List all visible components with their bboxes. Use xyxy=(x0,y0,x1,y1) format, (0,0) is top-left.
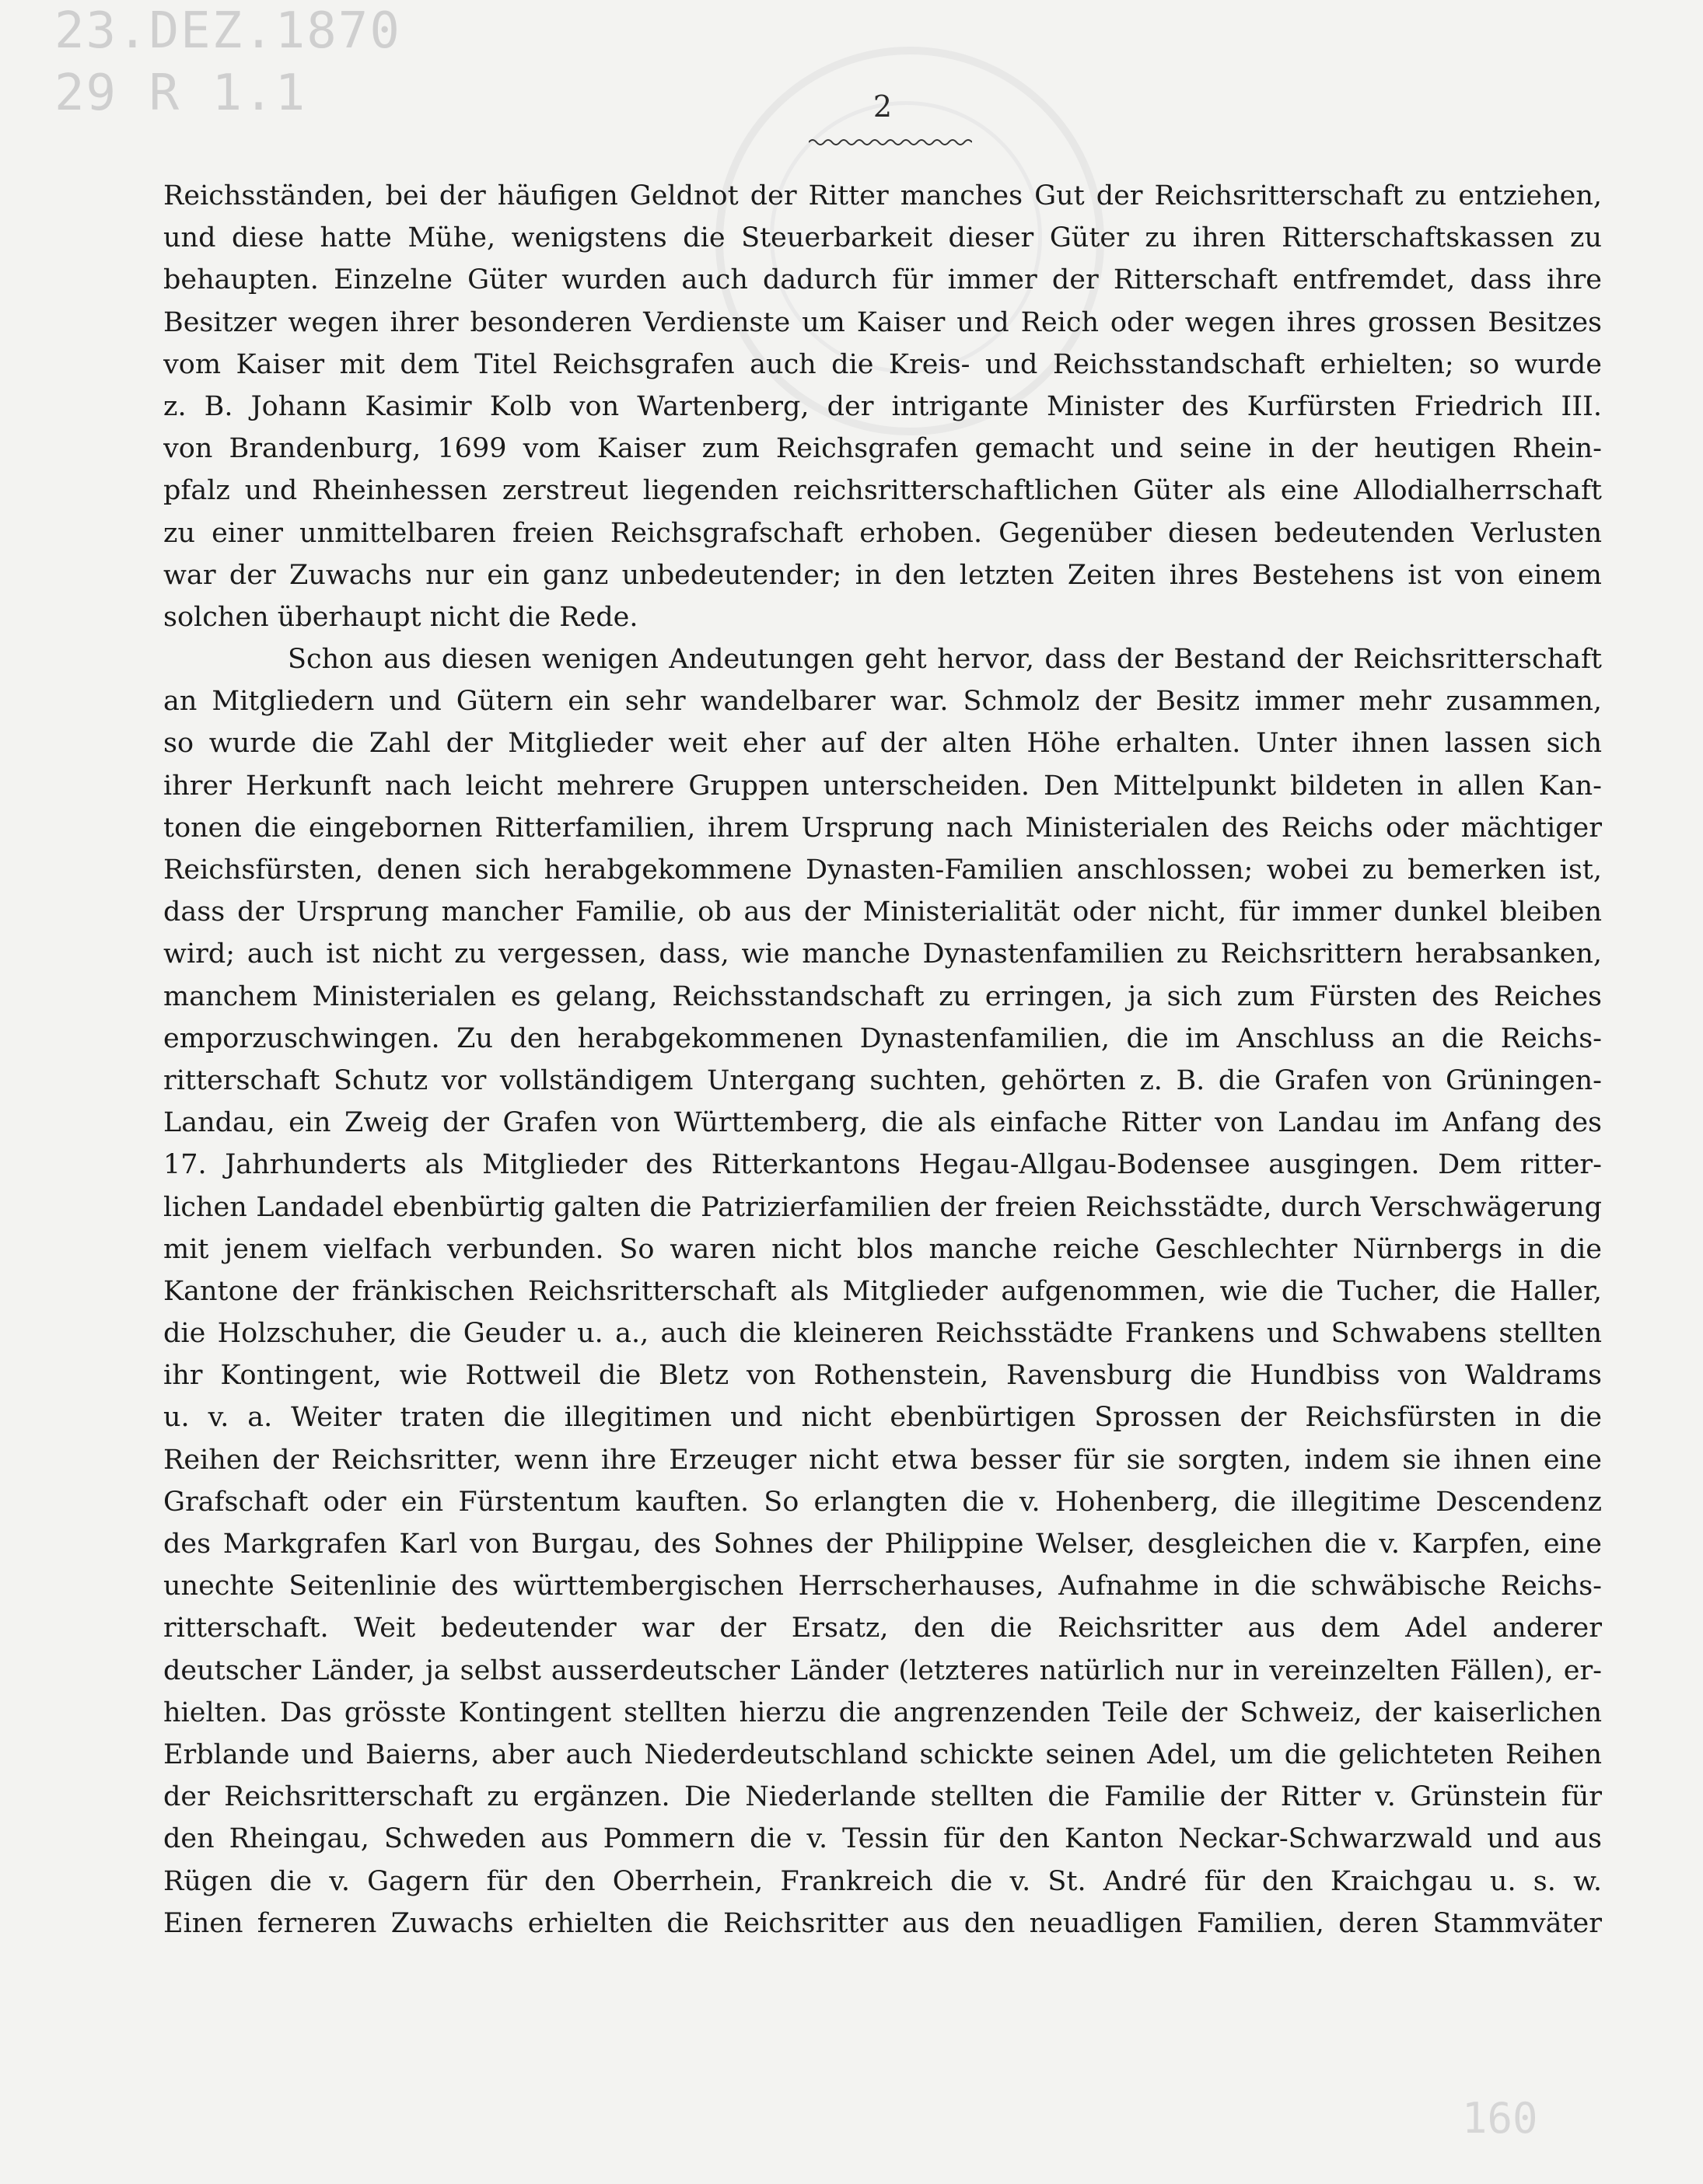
page-number: 2 xyxy=(872,89,893,124)
text-line: ritterschaft. Weit bedeutender war der Ersatz, den die Reichsritter aus dem Adel anderer xyxy=(163,1613,1602,1644)
text-line: behaupten. Einzelne Güter wurden auch dadurch für immer der Ritterschaft entfremdet, dass ihre xyxy=(163,264,1602,296)
text-line: die Holzschuher, die Geuder u. a., auch die kleineren Reichsstädte Frankens und Schwabens stellten xyxy=(163,1318,1602,1350)
text-line: und diese hatte Mühe, wenigstens die Steuerbarkeit dieser Güter zu ihren Ritterschaftskassen zu xyxy=(163,222,1602,254)
text-line: solchen überhaupt nicht die Rede. xyxy=(163,601,638,633)
text-line: tonen die eingebornen Ritterfamilien, ihrem Ursprung nach Ministerialen des Reichs oder mächtiger xyxy=(163,812,1602,844)
text-line: emporzuschwingen. Zu den herabgekommenen Dynastenfamilien, die im Anschluss an die Reichs- xyxy=(163,1022,1602,1054)
text-line: deutscher Länder, ja selbst ausserdeutscher Länder (letzteres natürlich nur in vereinzelten Fällen), er- xyxy=(163,1655,1602,1686)
text-line: manchem Ministerialen es gelang, Reichsstandschaft zu erringen, ja sich zum Fürsten des Reiches xyxy=(163,980,1602,1012)
text-line: an Mitgliedern und Gütern ein sehr wandelbarer war. Schmolz der Besitz immer mehr zusammen, xyxy=(163,686,1602,718)
text-line: u. v. a. Weiter traten die illegitimen und nicht ebenbürtigen Sprossen der Reichsfürsten in die xyxy=(163,1402,1602,1434)
stamp-line-date: 23.DEZ.1870 xyxy=(54,2,401,60)
paragraph-1 xyxy=(163,175,1602,638)
text-line: Kantone der fränkischen Reichsritterschaft als Mitglieder aufgenommen, wie die Tucher, die Haller, xyxy=(163,1275,1602,1307)
text-line: hielten. Das grösste Kontingent stellten hierzu die angrenzenden Teile der Schweiz, der kaiserlichen xyxy=(163,1697,1602,1728)
text-line: Reichsständen, bei der häufigen Geldnot der Ritter manches Gut der Reichsritterschaft zu entziehen, xyxy=(163,180,1602,211)
text-line: ihr Kontingent, wie Rottweil die Bletz von Rothenstein, Ravensburg die Hundbiss von Waldrams xyxy=(163,1360,1602,1392)
text-line: pfalz und Rheinhessen zerstreut liegenden reichsritterschaftlichen Güter als eine Allodialherrschaft xyxy=(163,475,1602,507)
text-line: Schon aus diesen wenigen Andeutungen geht hervor, dass der Bestand der Reichsritterschaft xyxy=(288,644,1602,676)
text-line: 17. Jahrhunderts als Mitglieder des Ritterkantons Hegau-Allgau-Bodensee ausgingen. Dem ritter- xyxy=(163,1149,1602,1181)
text-line: Reichsfürsten, denen sich herabgekommene Dynasten-Familien anschlossen; wobei zu bemerken ist, xyxy=(163,854,1602,886)
text-line: vom Kaiser mit dem Titel Reichsgrafen auch die Kreis- und Reichsstandschaft erhielten; so wurde xyxy=(163,348,1602,380)
body-text xyxy=(163,175,1602,1945)
library-date-stamp xyxy=(54,0,401,124)
text-line: so wurde die Zahl der Mitglieder weit eher auf der alten Höhe erhalten. Unter ihnen lassen sich xyxy=(163,728,1602,760)
text-line: lichen Landadel ebenbürtig galten die Patrizierfamilien der freien Reichsstädte, durch Verschwägerung xyxy=(163,1191,1602,1223)
stamp-line-shelfmark: 29 R 1.1 xyxy=(54,65,307,122)
text-line: war der Zuwachs nur ein ganz unbedeutender; in den letzten Zeiten ihres Bestehens ist von einem xyxy=(163,559,1602,591)
text-line: ihrer Herkunft nach leicht mehrere Gruppen unterscheiden. Den Mittelpunkt bildeten in allen Kan- xyxy=(163,770,1602,802)
page-number-ornament xyxy=(809,137,972,148)
bottom-stamp-number: 160 xyxy=(1462,2094,1538,2143)
text-line: wird; auch ist nicht zu vergessen, dass, wie manche Dynastenfamilien zu Reichsrittern herabsanken, xyxy=(163,938,1602,970)
text-line: dass der Ursprung mancher Familie, ob aus der Ministerialität oder nicht, für immer dunkel bleiben xyxy=(163,896,1602,928)
text-line: Einen ferneren Zuwachs erhielten die Reichsritter aus den neuadligen Familien, deren Stammväter xyxy=(163,1907,1602,1939)
text-line: von Brandenburg, 1699 vom Kaiser zum Reichsgrafen gemacht und seine in der heutigen Rhein- xyxy=(163,433,1602,465)
paragraph-2 xyxy=(163,638,1602,1945)
text-line: Landau, ein Zweig der Grafen von Württemberg, die als einfache Ritter von Landau im Anfang des xyxy=(163,1107,1602,1139)
text-line: ritterschaft Schutz vor vollständigem Untergang suchten, gehörten z. B. die Grafen von Grüningen- xyxy=(163,1064,1602,1096)
text-line: Grafschaft oder ein Fürstentum kauften. So erlangten die v. Hohenberg, die illegitime Descendenz xyxy=(163,1486,1602,1518)
text-line: Erblande und Baierns, aber auch Niederdeutschland schickte seinen Adel, um die gelichteten Reihen xyxy=(163,1738,1602,1770)
text-line: Besitzer wegen ihrer besonderen Verdienste um Kaiser und Reich oder wegen ihres grossen Besitzes xyxy=(163,306,1602,338)
text-line: mit jenem vielfach verbunden. So waren nicht blos manche reiche Geschlechter Nürnbergs in die xyxy=(163,1233,1602,1265)
text-line: der Reichsritterschaft zu ergänzen. Die Niederlande stellten die Familie der Ritter v. Grünstein für xyxy=(163,1781,1602,1813)
text-line: den Rheingau, Schweden aus Pommern die v. Tessin für den Kanton Neckar-Schwarzwald und aus xyxy=(163,1823,1602,1855)
text-line: Rügen die v. Gagern für den Oberrhein, Frankreich die v. St. André für den Kraichgau u. s. w. xyxy=(163,1865,1602,1897)
text-line: des Markgrafen Karl von Burgau, des Sohnes der Philippine Welser, desgleichen die v. Karpfen, eine xyxy=(163,1529,1602,1560)
text-line: zu einer unmittelbaren freien Reichsgrafschaft erhoben. Gegenüber diesen bedeutenden Verlusten xyxy=(163,517,1602,549)
text-line: Reihen der Reichsritter, wenn ihre Erzeuger nicht etwa besser für sie sorgten, indem sie ihnen eine xyxy=(163,1444,1602,1476)
text-line: unechte Seitenlinie des württembergischen Herrscherhauses, Aufnahme in die schwäbische Reichs- xyxy=(163,1571,1602,1602)
text-line: z. B. Johann Kasimir Kolb von Wartenberg, der intrigante Minister des Kurfürsten Friedrich III. xyxy=(163,390,1602,422)
